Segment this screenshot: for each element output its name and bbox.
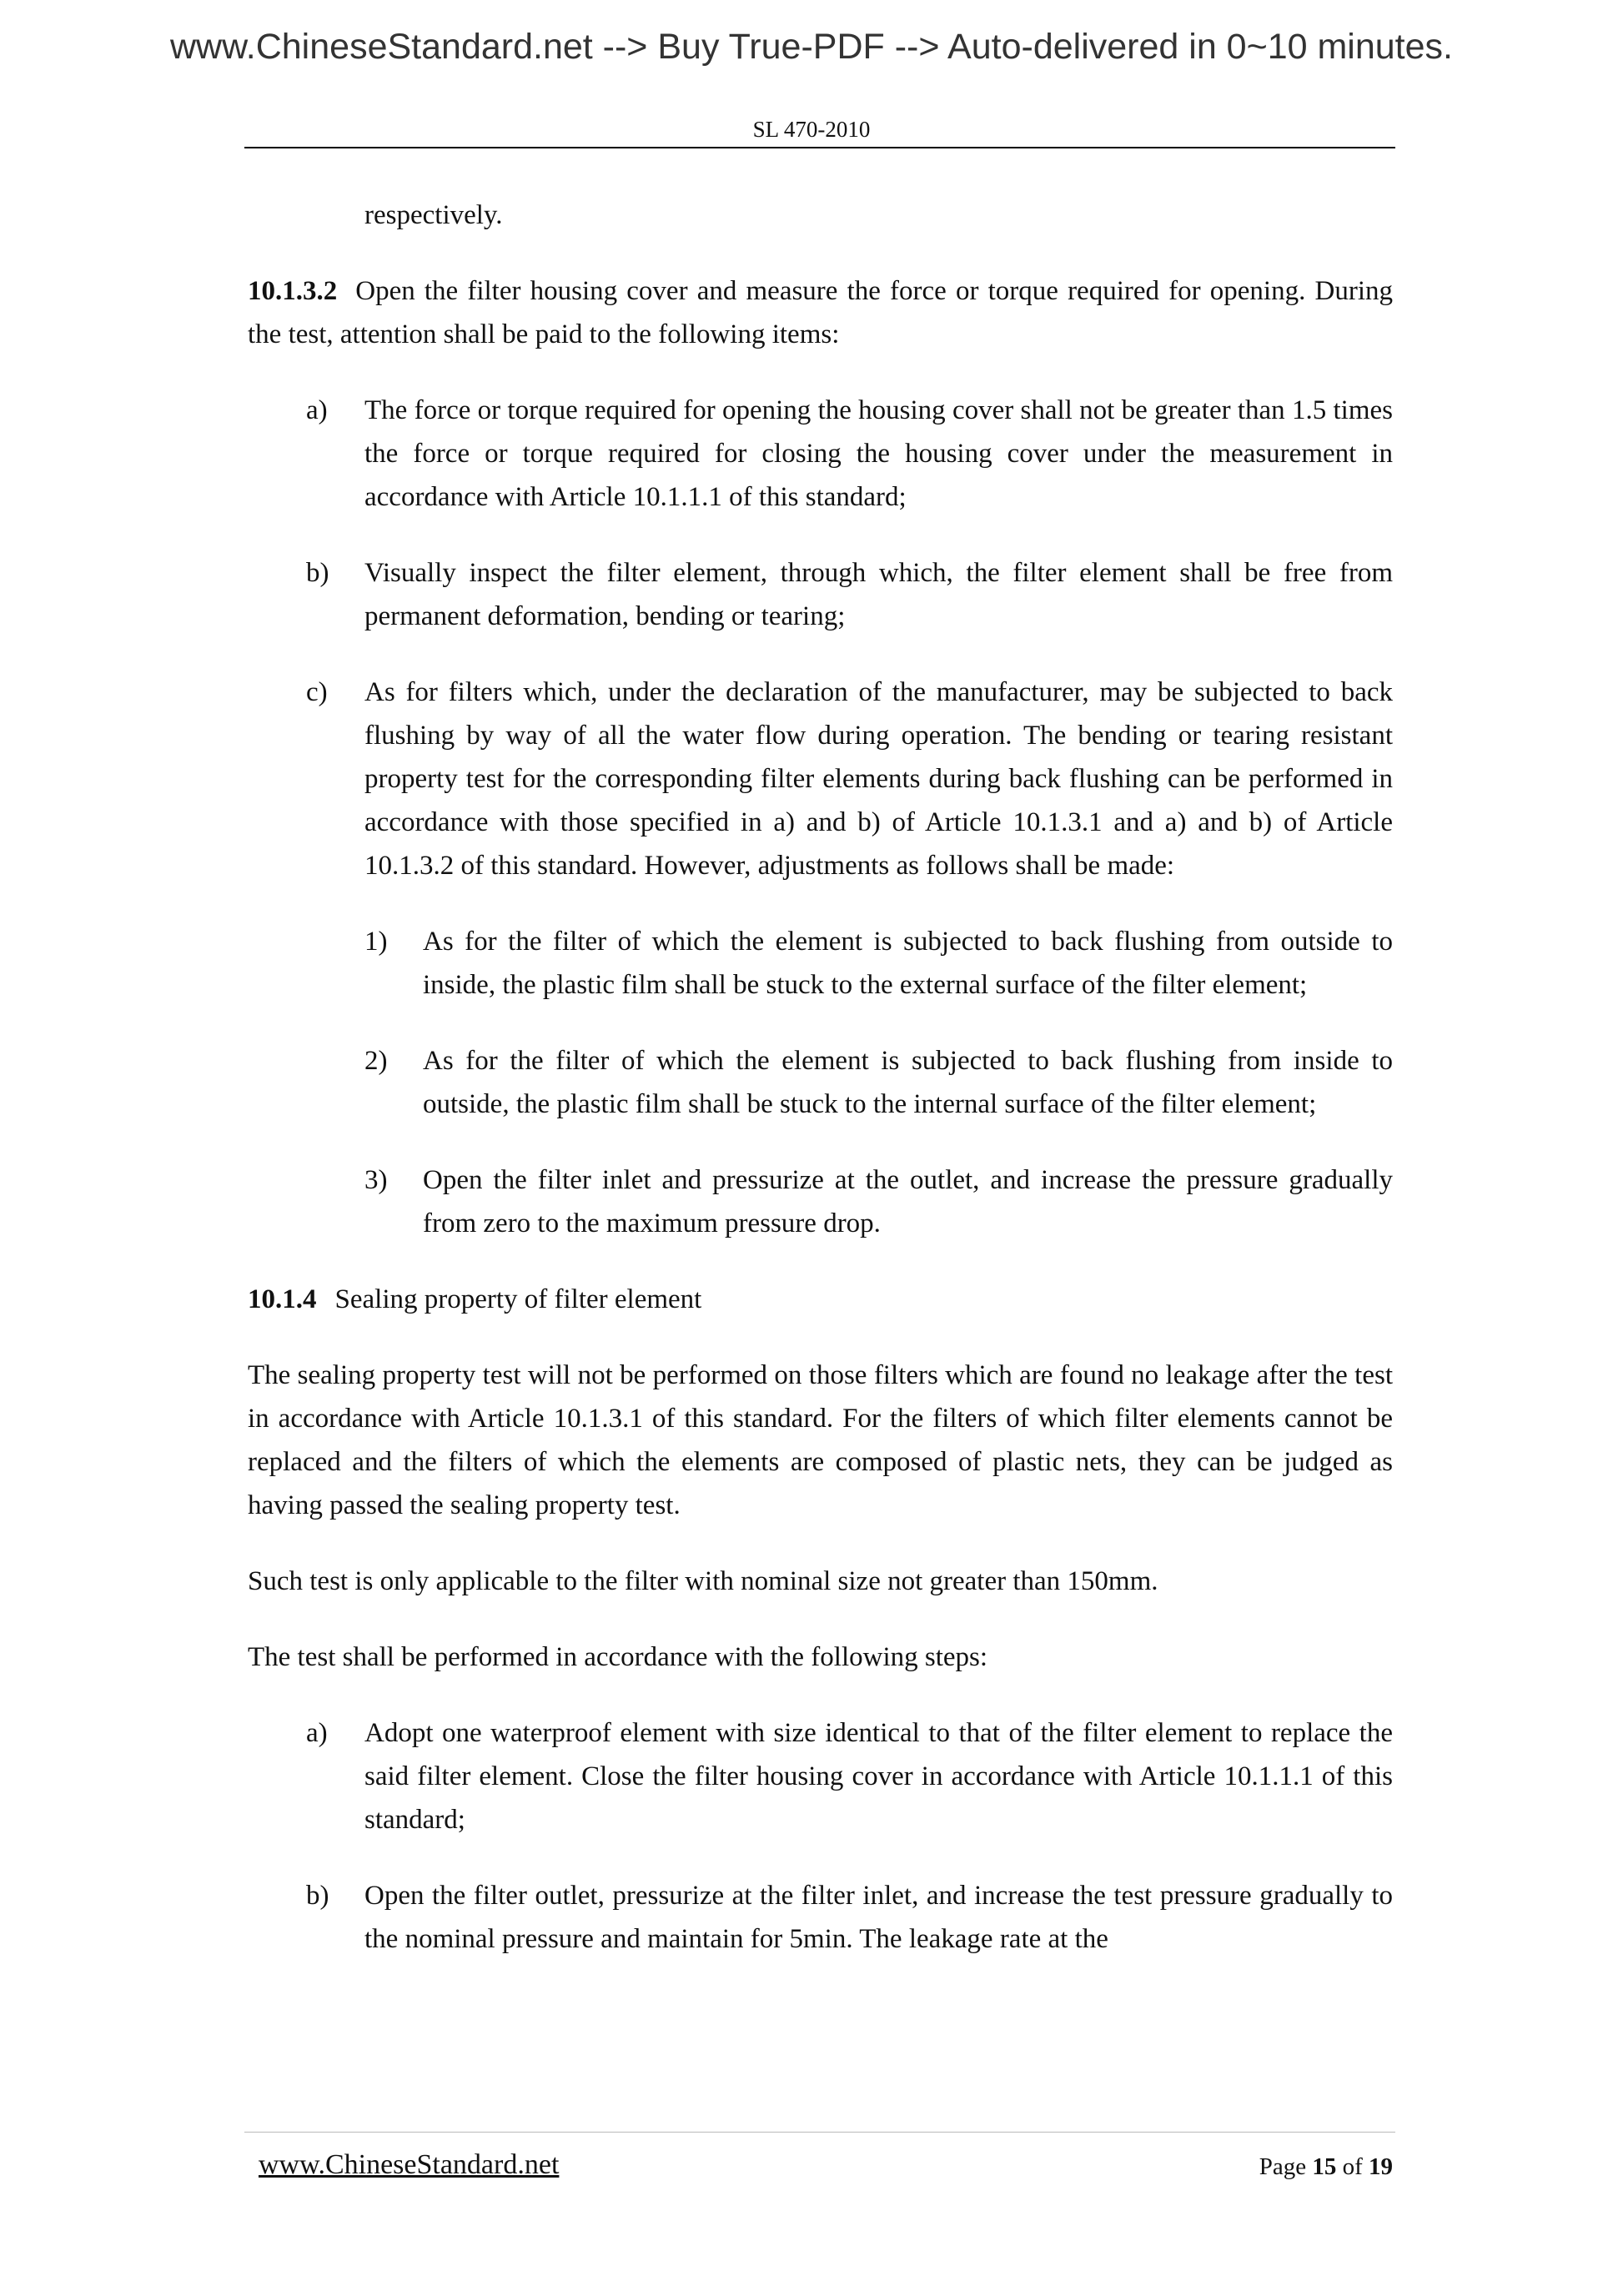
- step-item-a: [248, 1711, 1393, 1841]
- sub-label: 2): [364, 1046, 388, 1076]
- clause-number: 10.1.3.2: [248, 276, 338, 306]
- list-label: a): [306, 395, 328, 425]
- paragraph: The sealing property test will not be performed on those filters which are found no leakage after the test in accordance with Article 10.1.3.1 of this standard. For the filters of which filter elements cannot be replaced and the filters of which the elements are composed of plastic nets, they can be judged as having passed the sealing property test.: [248, 1360, 1393, 1520]
- page-of: of: [1342, 2153, 1363, 2180]
- clause-title: Sealing property of filter element: [334, 1284, 702, 1314]
- sub-item-3: [248, 1158, 1393, 1245]
- clause-10-1-4-heading: [248, 1278, 1393, 1321]
- sub-text: As for the filter of which the element is subjected to back flushing from outside to inside, the plastic film shall be stuck to the external surface of the filter element;: [423, 927, 1393, 1000]
- paragraph: The test shall be performed in accordance with the following steps:: [248, 1642, 988, 1672]
- list-text: Adopt one waterproof element with size identical to that of the filter element to replace the said filter element. Close the filter housing cover in accordance with Article 10.1.1.1 of this standard;: [364, 1718, 1393, 1835]
- clause-number: 10.1.4: [248, 1284, 317, 1314]
- sub-item-1: [248, 920, 1393, 1007]
- footer-rule: [244, 2132, 1395, 2133]
- list-label: b): [306, 558, 329, 588]
- page-word: Page: [1259, 2153, 1307, 2180]
- top-banner: www.ChineseStandard.net --> Buy True-PDF --> Auto-delivered in 0~10 minutes.: [169, 27, 1453, 67]
- document-body: [248, 193, 1393, 1961]
- header-rule: [244, 147, 1395, 148]
- standard-code: SL 470-2010: [752, 117, 871, 142]
- sub-text: As for the filter of which the element is subjected to back flushing from inside to outside, the plastic film shall be stuck to the internal surface of the filter element;: [423, 1046, 1393, 1119]
- list-item-b: [248, 551, 1393, 638]
- page-current: 15: [1312, 2153, 1337, 2180]
- footer-website-link[interactable]: www.ChineseStandard.net: [259, 2149, 560, 2180]
- list-text: Open the filter outlet, pressurize at the filter inlet, and increase the test pressure gradually to the nominal pressure and maintain for 5min. The leakage rate at the: [364, 1881, 1393, 1954]
- page-total: 19: [1369, 2153, 1393, 2180]
- list-label: a): [306, 1718, 328, 1748]
- sub-text: Open the filter inlet and pressurize at the outlet, and increase the pressure gradually from zero to the maximum pressure drop.: [423, 1165, 1393, 1238]
- list-item-c: [248, 671, 1393, 887]
- list-label: c): [306, 677, 328, 707]
- list-text: The force or torque required for opening the housing cover shall not be greater than 1.5 times the force or torque required for closing the housing cover under the measurement in accordance with Article 10.1.1.1 of this standard;: [364, 395, 1393, 512]
- list-item-a: [248, 389, 1393, 519]
- clause-text: Open the filter housing cover and measure the force or torque required for opening. During the test, attention shall be paid to the following items:: [248, 276, 1393, 349]
- list-text: Visually inspect the filter element, through which, the filter element shall be free from permanent deformation, bending or tearing;: [364, 558, 1393, 631]
- sub-item-2: [248, 1039, 1393, 1126]
- paragraph: Such test is only applicable to the filter with nominal size not greater than 150mm.: [248, 1566, 1158, 1596]
- list-label: b): [306, 1881, 329, 1911]
- clause-10-1-3-2: [248, 269, 1393, 356]
- sub-label: 3): [364, 1165, 388, 1195]
- step-item-b: [248, 1874, 1393, 1961]
- page-number: [1259, 2150, 1393, 2183]
- sub-label: 1): [364, 927, 388, 957]
- continuation-text: respectively.: [364, 200, 503, 230]
- list-text: As for filters which, under the declaration of the manufacturer, may be subjected to back flushing by way of all the water flow during operation. The bending or tearing resistant property test for the corresponding filter elements during back flushing can be performed in accordance with those specified in a) and b) of Article 10.1.3.1 and a) and b) of Article 10.1.3.2 of this standard. However, adjustments as follows shall be made:: [364, 677, 1393, 881]
